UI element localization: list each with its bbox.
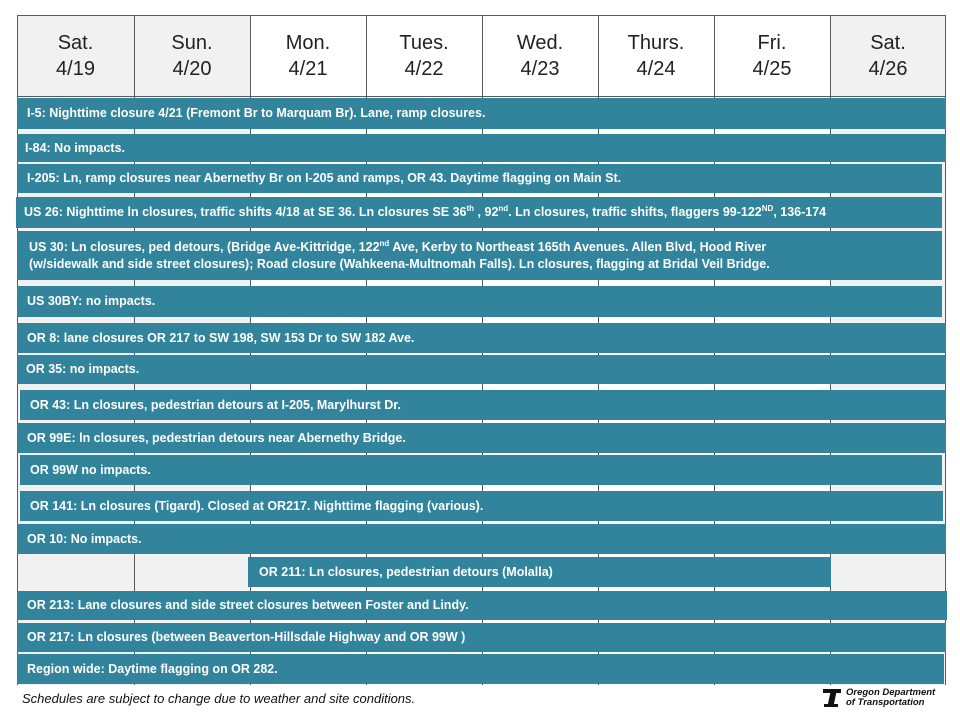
bar-text: Region wide: Daytime flagging on OR 282. bbox=[27, 661, 278, 676]
bar-text: OR 8: lane closures OR 217 to SW 198, SW 153 Dr to SW 182 Ave. bbox=[27, 330, 415, 345]
bar-text: I-205: Ln, ramp closures near Abernethy Br on I-205 and ramps, OR 43. Daytime flagging on Main St. bbox=[27, 171, 622, 185]
schedule-bar-or211 bbox=[248, 557, 831, 587]
schedule-bar-or213 bbox=[17, 591, 947, 620]
header-day-cell bbox=[598, 15, 714, 97]
schedule-disclaimer: Schedules are subject to change due to weather and site conditions. bbox=[22, 691, 416, 706]
schedule-bar-us30by bbox=[17, 286, 942, 317]
schedule-bar-or217 bbox=[17, 623, 946, 652]
day-name: Fri. bbox=[757, 32, 787, 54]
odot-logo-icon bbox=[822, 688, 842, 708]
day-name: Tues. bbox=[399, 32, 449, 54]
schedule-bar-or99w bbox=[20, 455, 942, 485]
bar-text: I-84: No impacts. bbox=[25, 140, 126, 155]
day-name: Wed. bbox=[516, 32, 564, 54]
day-name: Sat. bbox=[57, 32, 94, 54]
schedule-bar-or99e bbox=[17, 423, 946, 453]
day-date: 4/20 bbox=[172, 58, 212, 80]
day-date: 4/23 bbox=[520, 58, 560, 80]
day-name: Sun. bbox=[171, 32, 213, 54]
odot-logo bbox=[822, 688, 935, 708]
schedule-bar-or43 bbox=[20, 390, 946, 420]
schedule-bar-or35 bbox=[17, 355, 946, 384]
bar-text: US 30BY: no impacts. bbox=[27, 294, 156, 308]
day-date: 4/26 bbox=[868, 58, 908, 80]
schedule-bar-or141 bbox=[20, 491, 943, 521]
bar-text: OR 10: No impacts. bbox=[27, 531, 142, 546]
day-date: 4/19 bbox=[56, 58, 95, 80]
bar-text: OR 217: Ln closures (between Beaverton-Hillsdale Highway and OR 99W ) bbox=[27, 630, 466, 644]
day-date: 4/22 bbox=[404, 58, 444, 80]
schedule-bar-or8 bbox=[17, 323, 946, 353]
bar-text: OR 141: Ln closures (Tigard). Closed at OR217. Nighttime flagging (various). bbox=[30, 498, 484, 513]
header-day-cell bbox=[482, 15, 598, 97]
day-date: 4/24 bbox=[636, 58, 676, 80]
bar-text: OR 99W no impacts. bbox=[30, 462, 151, 477]
odot-logo-text: Oregon Department of Transportation bbox=[846, 687, 936, 708]
day-name: Sat. bbox=[870, 32, 906, 54]
header-day-cell bbox=[134, 15, 250, 97]
header-day-cell bbox=[17, 15, 134, 97]
schedule-bar-us30 bbox=[17, 231, 942, 280]
schedule-bar-us26 bbox=[16, 197, 942, 228]
schedule-bar-i5 bbox=[17, 98, 946, 129]
day-name: Mon. bbox=[285, 32, 331, 54]
bar-text: US 26: Nighttime ln closures, traffic shifts 4/18 at SE 36. Ln closures SE 36th , 92nd. Ln closures, traffic shifts, flaggers 99-122ND, 136-174 bbox=[24, 203, 827, 219]
schedule-bar-i84 bbox=[17, 134, 946, 162]
header-day-cell bbox=[714, 15, 830, 97]
bar-text: OR 35: no impacts. bbox=[26, 362, 140, 376]
bar-text: I-5: Nighttime closure 4/21 (Fremont Br to Marquam Br). Lane, ramp closures. bbox=[27, 106, 486, 120]
bar-text: OR 43: Ln closures, pedestrian detours at I-205, Marylhurst Dr. bbox=[30, 397, 401, 412]
header-day-cell bbox=[250, 15, 366, 97]
bar-text: OR 99E: ln closures, pedestrian detours near Abernethy Bridge. bbox=[27, 430, 406, 445]
schedule-bar-region-wide bbox=[17, 654, 944, 684]
schedule-grid bbox=[17, 15, 946, 685]
schedule-bar-i205 bbox=[17, 164, 942, 193]
bar-text: OR 211: Ln closures, pedestrian detours (Molalla) bbox=[259, 564, 553, 579]
schedule-bar-or10 bbox=[17, 524, 946, 554]
day-date: 4/21 bbox=[288, 58, 328, 80]
bar-text: US 30: Ln closures, ped detours, (Bridge Ave-Kittridge, 122nd Ave, Kerby to Northeast 165th Avenues. Allen Blvd, Hood River (w/sidewalk and side street closures); Road closure (Wahkeena-Multnomah Falls). Ln closures, flagging at Bridal Veil Bridge. bbox=[29, 238, 770, 271]
day-date: 4/25 bbox=[752, 58, 792, 80]
header-day-cell bbox=[366, 15, 482, 97]
header-day-cell bbox=[830, 15, 946, 97]
day-name: Thurs. bbox=[627, 32, 685, 54]
bar-text: OR 213: Lane closures and side street closures between Foster and Lindy. bbox=[27, 598, 469, 612]
